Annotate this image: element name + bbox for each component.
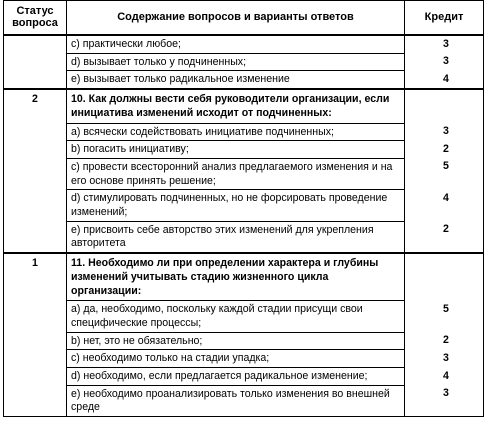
question-text: 10. Как должны вести себя руководители организации, если инициатива изменений исходит от подчиненных: [67,89,405,123]
credit-value: 2 [405,221,484,253]
credit-cell [405,89,484,123]
answer-text: a) всячески содействовать инициативе подчиненных; [67,123,405,141]
answer-text: c) провести всесторонний анализ предлагаемого изменения и на его основе принять решение; [67,158,405,189]
credit-value: 5 [405,301,484,332]
question-status: 2 [4,89,67,123]
status-cell [4,350,67,368]
status-cell [4,221,67,253]
table-row [4,123,484,141]
table-row [4,350,484,368]
status-cell [4,385,67,416]
question-row [4,89,484,123]
table-header-row [4,1,484,36]
credit-value: 3 [405,385,484,416]
answer-text: d) стимулировать подчиненных, но не форсировать проведение изменений; [67,190,405,221]
table-row [4,385,484,416]
status-cell [4,158,67,189]
credit-value: 3 [405,350,484,368]
header-credit: Кредит [405,1,484,36]
credit-cell [405,253,484,301]
answer-text: d) вызывает только у подчиненных; [67,53,405,71]
table-row [4,190,484,221]
answer-text: b) погасить инициативу; [67,141,405,159]
status-cell [4,368,67,386]
answer-text: a) да, необходимо, поскольку каждой стадии присущи свои специфические процессы; [67,301,405,332]
status-cell [4,53,67,71]
answer-text: e) присвоить себе авторство этих изменений для укрепления авторитета [67,221,405,253]
credit-value: 4 [405,71,484,89]
table-row [4,53,484,71]
answer-text: e) необходимо проанализировать только изменения во внешней среде [67,385,405,416]
status-cell [4,71,67,89]
answer-text: c) необходимо только на стадии упадка; [67,350,405,368]
credit-value: 2 [405,332,484,350]
credit-value: 3 [405,35,484,53]
status-cell [4,190,67,221]
table-row [4,368,484,386]
status-cell [4,301,67,332]
answer-text: b) нет, это не обязательно; [67,332,405,350]
table-row [4,141,484,159]
question-text: 11. Необходимо ли при определении характера и глубины изменений учитывать стадию жизненного цикла организации: [67,253,405,301]
table-row [4,35,484,53]
table-row [4,71,484,89]
credit-value: 2 [405,141,484,159]
question-status: 1 [4,253,67,301]
question-row [4,253,484,301]
table-row [4,221,484,253]
table-row [4,332,484,350]
questions-table [3,0,484,417]
status-cell [4,141,67,159]
credit-value: 4 [405,368,484,386]
status-cell [4,35,67,53]
answer-text: c) практически любое; [71,38,181,50]
answer-text: d) необходимо, если предлагается радикальное изменение; [67,368,405,386]
status-cell [4,332,67,350]
header-status: Статус вопроса [4,1,67,36]
table-row [4,158,484,189]
credit-value: 4 [405,190,484,221]
credit-value: 3 [405,123,484,141]
answer-text: e) вызывает только радикальное изменение [67,71,405,89]
header-content: Содержание вопросов и варианты ответов [67,1,405,36]
table-row [4,301,484,332]
status-cell [4,123,67,141]
credit-value: 5 [405,158,484,189]
credit-value: 3 [405,53,484,71]
